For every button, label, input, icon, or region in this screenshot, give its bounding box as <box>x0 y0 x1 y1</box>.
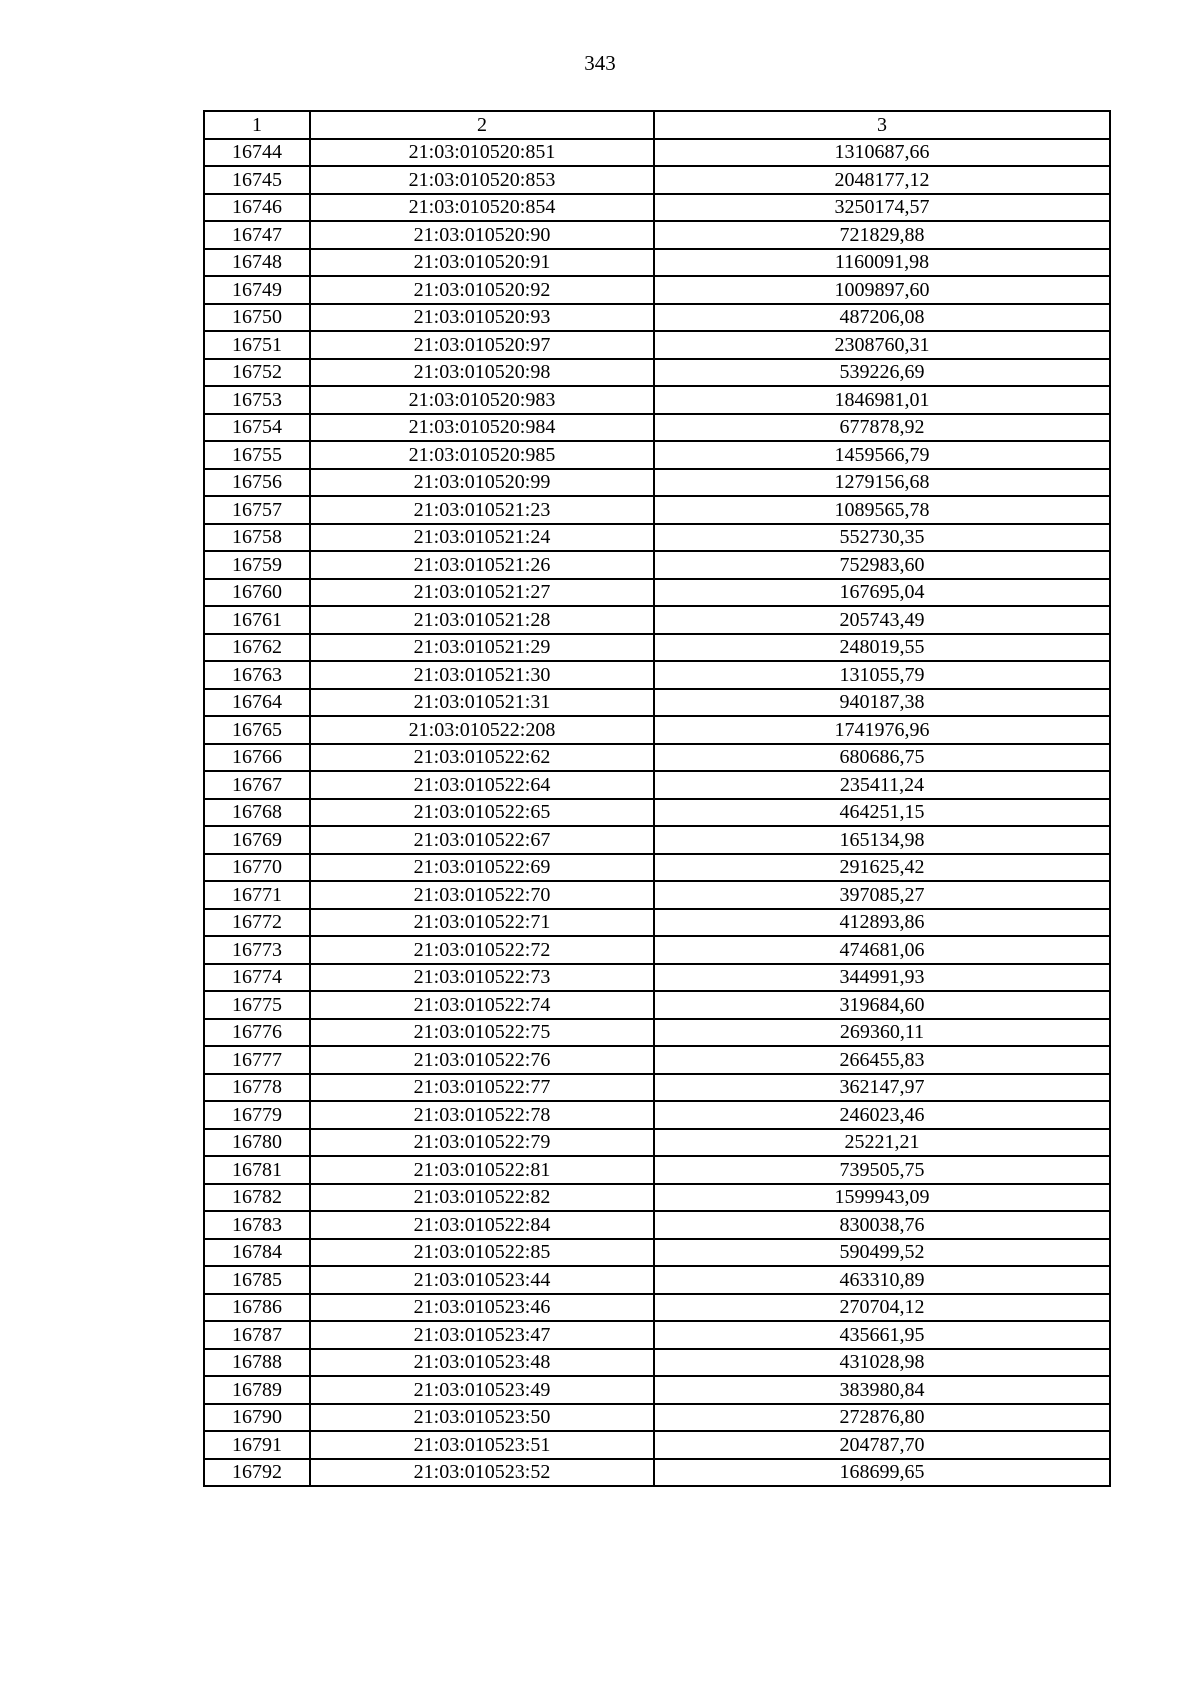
table-row <box>204 1321 1110 1349</box>
table-row <box>204 1211 1110 1239</box>
cadastral-value-cell: 539226,69 <box>654 359 1110 387</box>
row-number-cell: 16785 <box>204 1266 310 1294</box>
row-number-cell: 16777 <box>204 1046 310 1074</box>
cadastral-value-cell: 474681,06 <box>654 936 1110 964</box>
cadastral-number-cell: 21:03:010522:76 <box>310 1046 654 1074</box>
table-row <box>204 386 1110 414</box>
row-number-cell: 16773 <box>204 936 310 964</box>
cadastral-number-cell: 21:03:010522:64 <box>310 771 654 799</box>
row-number-cell: 16753 <box>204 386 310 414</box>
cadastral-value-cell: 204787,70 <box>654 1431 1110 1459</box>
row-number-cell: 16752 <box>204 359 310 387</box>
column-header-3: 3 <box>654 111 1110 139</box>
cadastral-number-cell: 21:03:010520:851 <box>310 139 654 167</box>
table-row <box>204 469 1110 497</box>
table-row <box>204 551 1110 579</box>
table-row <box>204 1239 1110 1267</box>
table-row <box>204 441 1110 469</box>
table-row <box>204 1404 1110 1432</box>
cadastral-number-cell: 21:03:010522:71 <box>310 909 654 937</box>
row-number-cell: 16744 <box>204 139 310 167</box>
cadastral-number-cell: 21:03:010523:46 <box>310 1294 654 1322</box>
cadastral-value-cell: 1009897,60 <box>654 276 1110 304</box>
row-number-cell: 16778 <box>204 1074 310 1102</box>
cadastral-value-cell: 412893,86 <box>654 909 1110 937</box>
cadastral-value-cell: 165134,98 <box>654 826 1110 854</box>
cadastral-number-cell: 21:03:010522:65 <box>310 799 654 827</box>
cadastral-number-cell: 21:03:010520:984 <box>310 414 654 442</box>
cadastral-number-cell: 21:03:010522:70 <box>310 881 654 909</box>
table-row <box>204 524 1110 552</box>
cadastral-value-cell: 739505,75 <box>654 1156 1110 1184</box>
cadastral-number-cell: 21:03:010523:50 <box>310 1404 654 1432</box>
cadastral-number-cell: 21:03:010520:853 <box>310 166 654 194</box>
cadastral-value-cell: 1089565,78 <box>654 496 1110 524</box>
cadastral-number-cell: 21:03:010522:82 <box>310 1184 654 1212</box>
cadastral-number-cell: 21:03:010520:985 <box>310 441 654 469</box>
cadastral-number-cell: 21:03:010523:44 <box>310 1266 654 1294</box>
cadastral-value-cell: 272876,80 <box>654 1404 1110 1432</box>
cadastral-value-cell: 590499,52 <box>654 1239 1110 1267</box>
table-row <box>204 1294 1110 1322</box>
cadastral-value-cell: 487206,08 <box>654 304 1110 332</box>
table-row <box>204 1046 1110 1074</box>
table-row <box>204 716 1110 744</box>
cadastral-number-cell: 21:03:010522:74 <box>310 991 654 1019</box>
row-number-cell: 16781 <box>204 1156 310 1184</box>
table-row <box>204 1376 1110 1404</box>
row-number-cell: 16790 <box>204 1404 310 1432</box>
cadastral-value-cell: 464251,15 <box>654 799 1110 827</box>
cadastral-value-cell: 721829,88 <box>654 221 1110 249</box>
cadastral-number-cell: 21:03:010522:77 <box>310 1074 654 1102</box>
row-number-cell: 16791 <box>204 1431 310 1459</box>
cadastral-number-cell: 21:03:010523:49 <box>310 1376 654 1404</box>
row-number-cell: 16788 <box>204 1349 310 1377</box>
table-row <box>204 1101 1110 1129</box>
cadastral-value-cell: 248019,55 <box>654 634 1110 662</box>
cadastral-number-cell: 21:03:010520:91 <box>310 249 654 277</box>
cadastral-number-cell: 21:03:010522:208 <box>310 716 654 744</box>
row-number-cell: 16754 <box>204 414 310 442</box>
cadastral-number-cell: 21:03:010520:93 <box>310 304 654 332</box>
cadastral-number-cell: 21:03:010523:51 <box>310 1431 654 1459</box>
table-row <box>204 496 1110 524</box>
cadastral-number-cell: 21:03:010521:26 <box>310 551 654 579</box>
row-number-cell: 16772 <box>204 909 310 937</box>
table-header-row <box>204 111 1110 139</box>
cadastral-value-cell: 1741976,96 <box>654 716 1110 744</box>
table-row <box>204 579 1110 607</box>
cadastral-number-cell: 21:03:010520:97 <box>310 331 654 359</box>
row-number-cell: 16775 <box>204 991 310 1019</box>
cadastral-value-cell: 552730,35 <box>654 524 1110 552</box>
row-number-cell: 16749 <box>204 276 310 304</box>
cadastral-value-cell: 235411,24 <box>654 771 1110 799</box>
cadastral-value-cell: 266455,83 <box>654 1046 1110 1074</box>
table-row <box>204 854 1110 882</box>
row-number-cell: 16779 <box>204 1101 310 1129</box>
cadastral-value-cell: 677878,92 <box>654 414 1110 442</box>
cadastral-value-cell: 3250174,57 <box>654 194 1110 222</box>
cadastral-number-cell: 21:03:010520:90 <box>310 221 654 249</box>
cadastral-number-cell: 21:03:010522:81 <box>310 1156 654 1184</box>
row-number-cell: 16748 <box>204 249 310 277</box>
row-number-cell: 16780 <box>204 1129 310 1157</box>
table-row <box>204 1019 1110 1047</box>
row-number-cell: 16771 <box>204 881 310 909</box>
row-number-cell: 16758 <box>204 524 310 552</box>
cadastral-value-cell: 1310687,66 <box>654 139 1110 167</box>
cadastral-number-cell: 21:03:010522:84 <box>310 1211 654 1239</box>
cadastral-number-cell: 21:03:010522:78 <box>310 1101 654 1129</box>
cadastral-number-cell: 21:03:010520:98 <box>310 359 654 387</box>
cadastral-value-cell: 1846981,01 <box>654 386 1110 414</box>
table-row <box>204 991 1110 1019</box>
row-number-cell: 16776 <box>204 1019 310 1047</box>
row-number-cell: 16755 <box>204 441 310 469</box>
cadastral-value-cell: 2048177,12 <box>654 166 1110 194</box>
cadastral-value-cell: 362147,97 <box>654 1074 1110 1102</box>
column-header-2: 2 <box>310 111 654 139</box>
row-number-cell: 16745 <box>204 166 310 194</box>
row-number-cell: 16768 <box>204 799 310 827</box>
row-number-cell: 16770 <box>204 854 310 882</box>
cadastral-value-table <box>203 110 1111 1487</box>
row-number-cell: 16767 <box>204 771 310 799</box>
row-number-cell: 16787 <box>204 1321 310 1349</box>
cadastral-value-cell: 168699,65 <box>654 1459 1110 1487</box>
column-header-1: 1 <box>204 111 310 139</box>
cadastral-value-cell: 1160091,98 <box>654 249 1110 277</box>
cadastral-value-cell: 435661,95 <box>654 1321 1110 1349</box>
table-row <box>204 194 1110 222</box>
row-number-cell: 16784 <box>204 1239 310 1267</box>
cadastral-value-cell: 246023,46 <box>654 1101 1110 1129</box>
cadastral-number-cell: 21:03:010522:62 <box>310 744 654 772</box>
cadastral-number-cell: 21:03:010521:30 <box>310 661 654 689</box>
row-number-cell: 16756 <box>204 469 310 497</box>
row-number-cell: 16763 <box>204 661 310 689</box>
cadastral-value-cell: 131055,79 <box>654 661 1110 689</box>
cadastral-number-cell: 21:03:010520:99 <box>310 469 654 497</box>
cadastral-value-cell: 431028,98 <box>654 1349 1110 1377</box>
table-row <box>204 1074 1110 1102</box>
row-number-cell: 16760 <box>204 579 310 607</box>
table-row <box>204 771 1110 799</box>
cadastral-value-cell: 2308760,31 <box>654 331 1110 359</box>
table-row <box>204 304 1110 332</box>
cadastral-value-cell: 397085,27 <box>654 881 1110 909</box>
cadastral-value-cell: 291625,42 <box>654 854 1110 882</box>
cadastral-value-cell: 167695,04 <box>654 579 1110 607</box>
cadastral-number-cell: 21:03:010522:67 <box>310 826 654 854</box>
cadastral-number-cell: 21:03:010521:24 <box>310 524 654 552</box>
row-number-cell: 16766 <box>204 744 310 772</box>
table-row <box>204 1431 1110 1459</box>
cadastral-number-cell: 21:03:010521:28 <box>310 606 654 634</box>
row-number-cell: 16761 <box>204 606 310 634</box>
row-number-cell: 16786 <box>204 1294 310 1322</box>
row-number-cell: 16782 <box>204 1184 310 1212</box>
table-row <box>204 909 1110 937</box>
cadastral-number-cell: 21:03:010522:72 <box>310 936 654 964</box>
table-row <box>204 964 1110 992</box>
table-row <box>204 139 1110 167</box>
cadastral-value-cell: 269360,11 <box>654 1019 1110 1047</box>
row-number-cell: 16759 <box>204 551 310 579</box>
cadastral-value-cell: 463310,89 <box>654 1266 1110 1294</box>
row-number-cell: 16792 <box>204 1459 310 1487</box>
table-row <box>204 1156 1110 1184</box>
table-row <box>204 606 1110 634</box>
table-row <box>204 744 1110 772</box>
table-row <box>204 799 1110 827</box>
table-row <box>204 689 1110 717</box>
row-number-cell: 16764 <box>204 689 310 717</box>
table-row <box>204 826 1110 854</box>
row-number-cell: 16765 <box>204 716 310 744</box>
cadastral-number-cell: 21:03:010522:85 <box>310 1239 654 1267</box>
cadastral-number-cell: 21:03:010522:79 <box>310 1129 654 1157</box>
cadastral-value-cell: 25221,21 <box>654 1129 1110 1157</box>
cadastral-value-cell: 680686,75 <box>654 744 1110 772</box>
cadastral-number-cell: 21:03:010521:29 <box>310 634 654 662</box>
table-row <box>204 166 1110 194</box>
table-row <box>204 1129 1110 1157</box>
table-row <box>204 881 1110 909</box>
table-row <box>204 249 1110 277</box>
cadastral-value-cell: 1459566,79 <box>654 441 1110 469</box>
page-number: 343 <box>584 51 616 75</box>
cadastral-number-cell: 21:03:010523:47 <box>310 1321 654 1349</box>
cadastral-number-cell: 21:03:010520:983 <box>310 386 654 414</box>
table-row <box>204 661 1110 689</box>
table-row <box>204 1459 1110 1487</box>
row-number-cell: 16746 <box>204 194 310 222</box>
cadastral-value-cell: 752983,60 <box>654 551 1110 579</box>
table-row <box>204 414 1110 442</box>
table-row <box>204 221 1110 249</box>
table-row <box>204 936 1110 964</box>
cadastral-value-cell: 205743,49 <box>654 606 1110 634</box>
cadastral-number-cell: 21:03:010522:73 <box>310 964 654 992</box>
cadastral-number-cell: 21:03:010523:48 <box>310 1349 654 1377</box>
cadastral-value-cell: 383980,84 <box>654 1376 1110 1404</box>
row-number-cell: 16783 <box>204 1211 310 1239</box>
row-number-cell: 16789 <box>204 1376 310 1404</box>
cadastral-number-cell: 21:03:010522:75 <box>310 1019 654 1047</box>
cadastral-value-cell: 940187,38 <box>654 689 1110 717</box>
table-row <box>204 1184 1110 1212</box>
cadastral-number-cell: 21:03:010520:854 <box>310 194 654 222</box>
table-row <box>204 1266 1110 1294</box>
cadastral-number-cell: 21:03:010521:31 <box>310 689 654 717</box>
cadastral-value-cell: 270704,12 <box>654 1294 1110 1322</box>
row-number-cell: 16774 <box>204 964 310 992</box>
row-number-cell: 16750 <box>204 304 310 332</box>
table-row <box>204 1349 1110 1377</box>
table-row <box>204 331 1110 359</box>
table-row <box>204 359 1110 387</box>
cadastral-number-cell: 21:03:010521:27 <box>310 579 654 607</box>
cadastral-value-cell: 344991,93 <box>654 964 1110 992</box>
cadastral-number-cell: 21:03:010522:69 <box>310 854 654 882</box>
cadastral-value-cell: 1279156,68 <box>654 469 1110 497</box>
table-row <box>204 634 1110 662</box>
cadastral-number-cell: 21:03:010521:23 <box>310 496 654 524</box>
row-number-cell: 16751 <box>204 331 310 359</box>
row-number-cell: 16769 <box>204 826 310 854</box>
cadastral-value-cell: 1599943,09 <box>654 1184 1110 1212</box>
cadastral-number-cell: 21:03:010523:52 <box>310 1459 654 1487</box>
cadastral-value-cell: 319684,60 <box>654 991 1110 1019</box>
cadastral-number-cell: 21:03:010520:92 <box>310 276 654 304</box>
row-number-cell: 16757 <box>204 496 310 524</box>
table-body <box>204 139 1110 1487</box>
cadastral-value-cell: 830038,76 <box>654 1211 1110 1239</box>
table-row <box>204 276 1110 304</box>
row-number-cell: 16747 <box>204 221 310 249</box>
row-number-cell: 16762 <box>204 634 310 662</box>
